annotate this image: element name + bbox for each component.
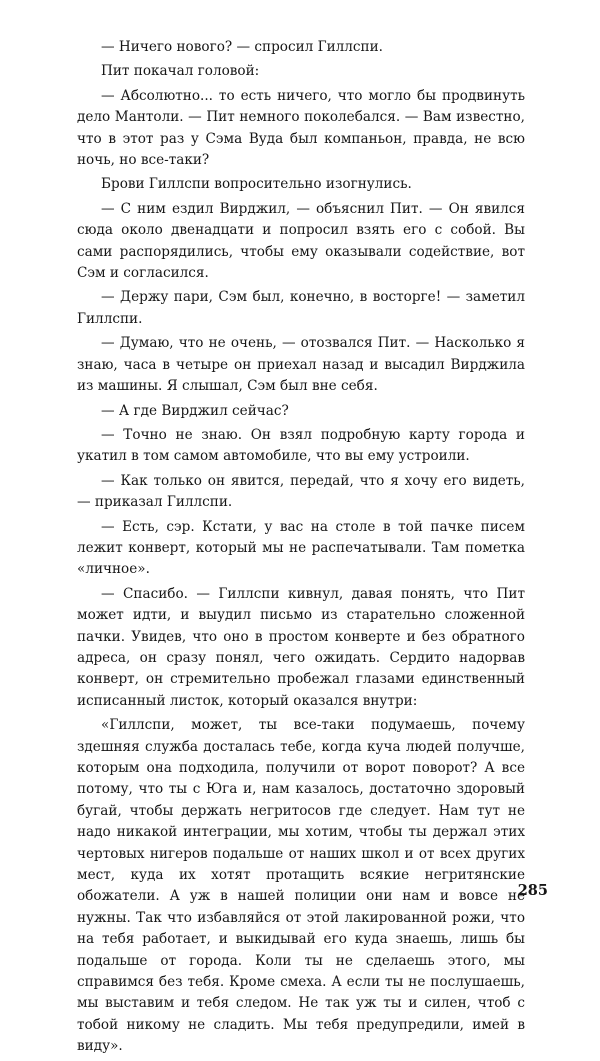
paragraph-6: — Держу пари, Сэм был, конечно, в восторге! — заметил Гиллспи. <box>77 289 525 327</box>
paragraph-7: — Думаю, что не очень, — отозвался Пит. — Насколько я знаю, часа в четыре он приехал назад и высадил Вирджила из машины. Я слышал, Сэм был вне себя. <box>77 335 525 395</box>
paragraph-9: — Точно не знаю. Он взял подробную карту города и укатил в том самом автомобиле, что вы ему устроили. <box>77 426 525 465</box>
paragraph-12: — Спасибо. — Гиллспи кивнул, давая понять, что Пит может идти, и выудил письмо из старательно сложенной пачки. Увидев, что оно в простом конверте и без обратного адреса, он сразу понял, чего ожидать. Сердито надорвав конверт, он стремительно пробежал глазами единственный исписанный листок, который оказался внутри: <box>77 585 525 709</box>
paragraph-4: Брови Гиллспи вопросительно изогнулись. <box>101 176 412 193</box>
paragraph-11: — Есть, сэр. Кстати, у вас на столе в той пачке писем лежит конверт, который мы не распечатывали. Там пометка «личное». <box>77 518 525 578</box>
paragraph-2: Пит покачал головой: <box>101 63 260 80</box>
body-text <box>77 37 525 1061</box>
paragraph-8: — А где Вирджил сейчас? <box>101 402 289 419</box>
letter-text: «Гиллспи, может, ты все-таки подумаешь, почему здешняя служба досталась тебе, когда куча людей получше, которым она подходила, получили от ворот поворот? А все потому, что ты с Юга и, нам казалось, достаточно здоровый бугай, чтобы держать негритосов где следует. Нам тут не надо никакой интеграции, мы хотим, чтобы ты держал этих чертовых нигеров подальше от наших школ и от всех других мест, куда их хотят протащить всякие негритянские обожатели. А уж в нашей полиции они нам и вовсе не нужны. Так что избавляйся от этой лакированной рожи, что на тебя работает, и выкидывай его куда знаешь, лишь бы подальше от города. Коли ты не сделаешь этого, мы справимся без тебя. Кроме смеха. А если ты не послушаешь, мы выставим и тебя следом. Не так уж ты и силен, чтоб с тобой никому не сладить. Мы тебя предупредили, имей в виду». <box>77 717 525 1055</box>
page-number: 285 <box>517 882 548 899</box>
paragraph-10: — Как только он явится, передай, что я хочу его видеть, — приказал Гиллспи. <box>77 472 525 511</box>
paragraph-3: — Абсолютно... то есть ничего, что могло бы продвинуть дело Мантоли. — Пит немного поколебался. — Вам известно, что в этот раз у Сэма Вуда был компаньон, правда, не всю ночь, но все-таки? <box>77 87 525 169</box>
paragraph-1: — Ничего нового? — спросил Гиллспи. <box>101 39 383 55</box>
paragraph-5: — С ним ездил Вирджил, — объяснил Пит. — Он явился сюда около двенадцати и попросил взять его с собой. Вы сами распорядились, чтобы ему оказывали содействие, вот Сэм и согласился. <box>77 200 525 282</box>
